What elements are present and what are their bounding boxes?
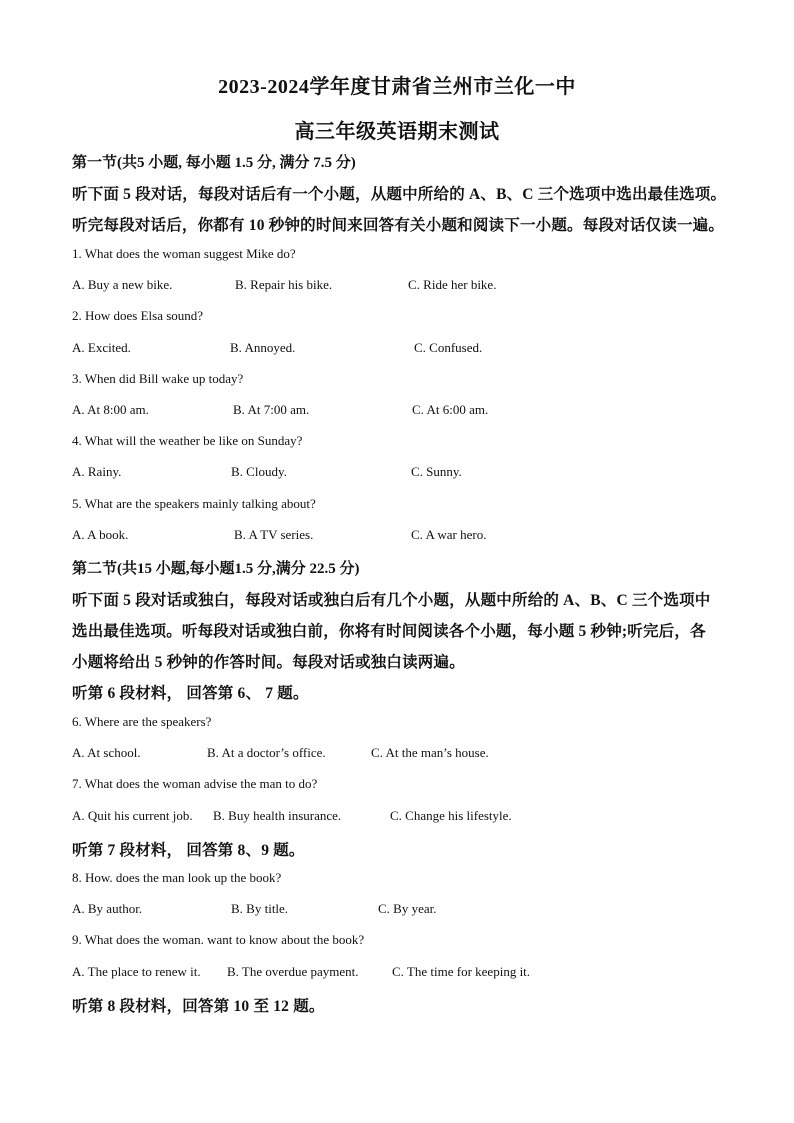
question-5-option-c: C. A war hero.: [411, 527, 487, 542]
question-3-option-b: B. At 7:00 am.: [233, 402, 310, 417]
question-5-option-a: A. A book.: [72, 527, 129, 542]
question-5-option-b: B. A TV series.: [234, 527, 314, 542]
question-7-option-b: B. Buy health insurance.: [213, 808, 342, 823]
question-9-option-a: A. The place to renew it.: [72, 964, 201, 979]
question-4-stem: 4. What will the weather be like on Sunday?: [72, 433, 303, 448]
question-6-option-b: B. At a doctor’s office.: [207, 745, 326, 760]
question-9-option-c: C. The time for keeping it.: [392, 964, 531, 979]
question-8-stem: 8. How. does the man look up the book?: [72, 870, 282, 885]
question-7-option-c: C. Change his lifestyle.: [390, 808, 512, 823]
part1-instruction-line2: 听完每段对话后，你都有 10 秒钟的时间来回答有关小题和阅读下一小题。每段对话仅读一遍。: [72, 217, 725, 234]
question-5-stem: 5. What are the speakers mainly talking about?: [72, 496, 316, 511]
exam-title-line2: 高三年级英语期末测试: [294, 121, 500, 143]
part2-heading: 第二节(共15 小题,每小题1.5 分,满分 22.5 分): [72, 561, 360, 577]
question-1-option-a: A. Buy a new bike.: [72, 277, 173, 292]
part2-instruction-line1: 听下面 5 段对话或独白，每段对话或独白后有几个小题，从题中所给的 A、B、C 三个选项中: [72, 592, 711, 609]
question-6-stem: 6. Where are the speakers?: [72, 714, 212, 729]
question-1-option-b: B. Repair his bike.: [235, 277, 333, 292]
part2-instruction-line3: 小题将给出 5 秒钟的作答时间。每段对话或独白读两遍。: [72, 654, 465, 671]
question-3-option-a: A. At 8:00 am.: [72, 402, 149, 417]
question-9-option-b: B. The overdue payment.: [227, 964, 359, 979]
question-2-option-c: C. Confused.: [414, 340, 483, 355]
question-8-option-b: B. By title.: [231, 901, 289, 916]
question-4-option-c: C. Sunny.: [411, 464, 462, 479]
question-2-option-a: A. Excited.: [72, 340, 131, 355]
question-1-stem: 1. What does the woman suggest Mike do?: [72, 246, 296, 261]
question-3-stem: 3. When did Bill wake up today?: [72, 371, 244, 386]
question-4-option-a: A. Rainy.: [72, 464, 122, 479]
material-label-7: 听第 7 段材料， 回答第 8、9 题。: [72, 842, 305, 859]
question-8-option-c: C. By year.: [378, 901, 437, 916]
exam-title-line1: 2023-2024学年度甘肃省兰州市兰化一中: [218, 76, 576, 98]
question-6-option-c: C. At the man’s house.: [371, 745, 489, 760]
question-9-stem: 9. What does the woman. want to know about the book?: [72, 932, 365, 947]
question-7-stem: 7. What does the woman advise the man to do?: [72, 776, 318, 791]
part2-instruction-line2: 选出最佳选项。听每段对话或独白前，你将有时间阅读各个小题，每小题 5 秒钟;听完后，各: [72, 623, 706, 640]
question-7-option-a: A. Quit his current job.: [72, 808, 193, 823]
question-3-option-c: C. At 6:00 am.: [412, 402, 489, 417]
part1-heading: 第一节(共5 小题, 每小题 1.5 分, 满分 7.5 分): [72, 155, 356, 171]
question-1-option-c: C. Ride her bike.: [408, 277, 497, 292]
question-4-option-b: B. Cloudy.: [231, 464, 287, 479]
question-2-option-b: B. Annoyed.: [230, 340, 296, 355]
question-2-stem: 2. How does Elsa sound?: [72, 308, 204, 323]
material-label-6: 听第 6 段材料， 回答第 6、 7 题。: [72, 685, 309, 702]
part1-instruction-line1: 听下面 5 段对话，每段对话后有一个小题，从题中所给的 A、B、C 三个选项中选出最佳选项。: [72, 186, 727, 203]
question-8-option-a: A. By author.: [72, 901, 143, 916]
material-label-8: 听第 8 段材料，回答第 10 至 12 题。: [72, 998, 325, 1015]
question-6-option-a: A. At school.: [72, 745, 141, 760]
